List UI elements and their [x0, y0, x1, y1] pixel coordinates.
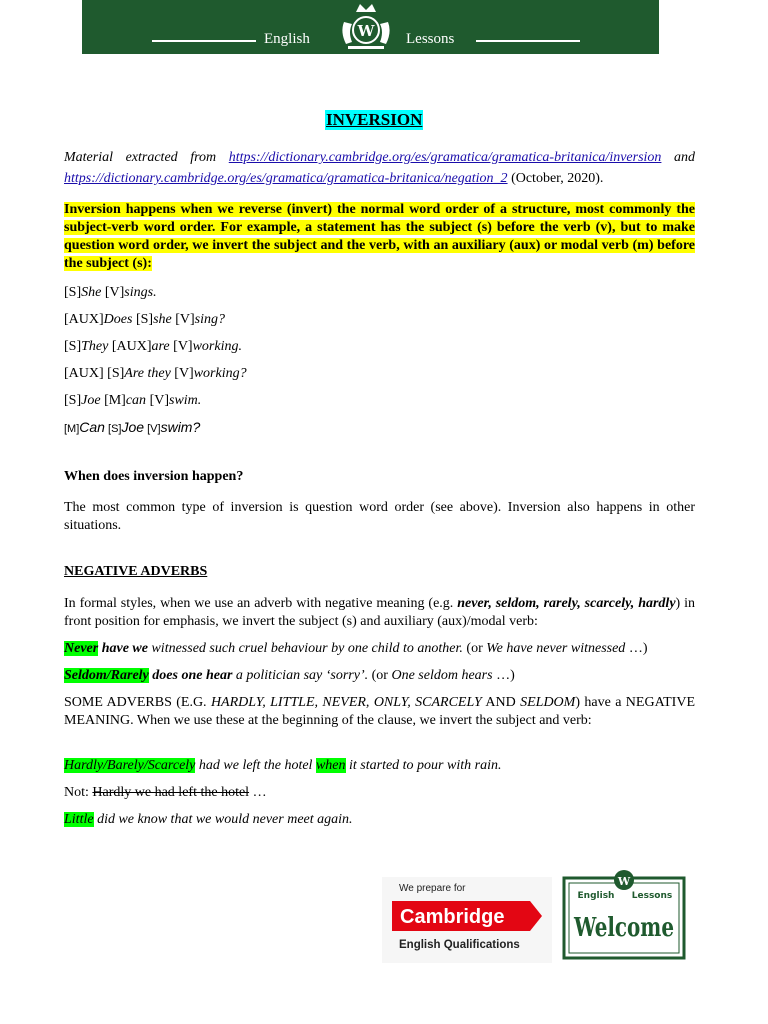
- ex4-tag-aux-s: [AUX] [S]: [64, 366, 125, 381]
- some-adverbs-a: SOME ADVERBS (E.G.: [64, 695, 211, 710]
- welcome-word: Welcome: [573, 913, 674, 943]
- never-or: (or: [462, 641, 487, 656]
- never-end: …): [625, 641, 648, 656]
- welcome-logo-icon: [562, 866, 686, 960]
- neg-intro-a: In formal styles, when we use an adverb with negative meaning (e.g.: [64, 596, 458, 611]
- ex3-tag-aux: [AUX]: [108, 339, 152, 354]
- example-hardly: [64, 757, 695, 775]
- ex4-tag-v: [V]: [170, 366, 194, 381]
- seldom-alt: One seldom hears: [391, 668, 493, 683]
- example-2: [64, 311, 695, 329]
- svg-text:W: W: [617, 875, 631, 888]
- example-6: [64, 418, 695, 438]
- ex5-tag-m: [M]: [100, 393, 126, 408]
- seldom-italic: a politician say ‘sorry’.: [232, 668, 369, 683]
- example-little: [64, 811, 695, 829]
- source-and: and: [674, 150, 695, 165]
- not-strikethrough: Hardly we had left the hotel: [92, 785, 250, 800]
- source-prefix: Material extracted from: [64, 150, 217, 165]
- source-link-inversion[interactable]: https://dictionary.cambridge.org/es/gramatica/gramatica-britanica/inversion: [228, 150, 662, 165]
- hardly-italic-end: it started to pour with rain.: [345, 758, 502, 773]
- neg-intro-adverbs: never, seldom, rarely, scarcely, hardly: [457, 596, 676, 611]
- never-alt: We have never witnessed: [486, 641, 626, 656]
- ex3-word-they: They: [81, 339, 109, 354]
- page-title: INVERSION: [326, 110, 423, 129]
- ex1-tag-v: [V]: [101, 285, 125, 300]
- seldom-end: …): [492, 668, 515, 683]
- ex6-word-can: Can: [79, 419, 105, 435]
- ex2-word-she: she: [153, 312, 172, 327]
- example-1: [64, 284, 695, 302]
- ex6-tag-v: [V]: [144, 423, 161, 435]
- little-highlight: Little: [64, 812, 94, 827]
- ex2-tag-v: [V]: [171, 312, 195, 327]
- when-paragraph: The most common type of inversion is question word order (see above). Inversion also happens in other situations.: [64, 500, 695, 533]
- hardly-italic: had we left the hotel: [195, 758, 316, 773]
- negative-adverbs-heading: NEGATIVE ADVERBS: [64, 564, 208, 579]
- source-paragraph: [64, 149, 695, 167]
- hardly-highlight: Hardly/Barely/Scarcely: [64, 758, 196, 773]
- banner-word-lessons: Lessons: [406, 31, 455, 47]
- never-highlight: Never: [64, 641, 99, 656]
- ex5-word-joe: Joe: [81, 393, 101, 408]
- header-banner: [82, 0, 659, 54]
- not-end: …: [249, 785, 267, 800]
- some-adverbs-e: ) have a NEGATIVE MEANING. When we use these at the beginning of the clause, we invert the subject and verb:: [64, 695, 695, 728]
- not-label: Not:: [64, 785, 93, 800]
- ex2-tag-s: [S]: [132, 312, 154, 327]
- neg-intro-c: ) in front position for emphasis, we invert the subject (s) and auxiliary (aux)/modal verb:: [64, 596, 695, 629]
- ex5-tag-v: [V]: [146, 393, 169, 408]
- never-italic: witnessed such cruel behaviour by one child to another.: [147, 641, 463, 656]
- ex1-tag-s: [S]: [64, 285, 82, 300]
- some-adverbs-seldom: SELDOM: [520, 695, 576, 710]
- ex3-tag-s: [S]: [64, 339, 82, 354]
- ex4-word-working: working?: [193, 366, 247, 381]
- seldom-bold: does one hear: [148, 668, 233, 683]
- source-link-negation[interactable]: https://dictionary.cambridge.org/es/gramatica/gramatica-britanica/negation_2: [64, 171, 508, 186]
- banner-rule-left: [152, 40, 256, 42]
- example-never: [64, 640, 695, 658]
- ex6-word-joe: Joe: [121, 419, 145, 435]
- ex2-word-does: Does: [103, 312, 133, 327]
- welcome-english: English: [577, 891, 615, 901]
- intro-paragraph: [64, 201, 695, 273]
- example-not: [64, 784, 695, 802]
- svg-text:W: W: [357, 22, 375, 40]
- ex3-word-are: are: [151, 339, 170, 354]
- ex6-tag-m: [M]: [64, 423, 80, 435]
- banner-word-english: English: [264, 31, 310, 47]
- source-suffix: (October, 2020).: [511, 171, 604, 186]
- cambridge-banner-icon: [392, 901, 542, 931]
- ex6-tag-s: [S]: [104, 423, 122, 435]
- little-italic: did we know that we would never meet again.: [93, 812, 353, 827]
- when-highlight: when: [315, 758, 346, 773]
- example-seldom: [64, 667, 695, 685]
- example-4: [64, 365, 695, 383]
- ex5-tag-s: [S]: [64, 393, 82, 408]
- seldom-highlight: Seldom/Rarely: [64, 668, 149, 683]
- banner-rule-right: [476, 40, 580, 42]
- when-heading: When does inversion happen?: [64, 469, 244, 484]
- welcome-lessons: Lessons: [631, 891, 673, 901]
- crest-logo-icon: [338, 2, 394, 52]
- ex2-tag-aux: [AUX]: [64, 312, 104, 327]
- ex3-word-working: working.: [192, 339, 242, 354]
- cambridge-logo: [382, 877, 552, 963]
- ex5-word-swim: swim.: [169, 393, 202, 408]
- cambridge-qualifications: English Qualifications: [399, 939, 520, 951]
- example-5: [64, 392, 695, 410]
- intro-highlight: Inversion happens when we reverse (invert) the normal word order of a structure, most commonly the subject-verb word order. For example, a statement has the subject (s) before the verb (v), but to make question word order, we invert the subject and the verb, with an auxiliary (aux) or modal verb (m) before the subject (s):: [64, 202, 695, 271]
- ex6-word-swim: swim?: [160, 419, 201, 435]
- seldom-or: (or: [368, 668, 392, 683]
- some-adverbs-and: AND: [481, 695, 521, 710]
- ex1-word-sings: sings.: [124, 285, 157, 300]
- ex5-word-can: can: [125, 393, 147, 408]
- example-3: [64, 338, 695, 356]
- never-bold: have we: [98, 641, 148, 656]
- cambridge-pre-text: We prepare for: [399, 883, 466, 894]
- ex3-tag-v: [V]: [169, 339, 193, 354]
- cambridge-name: Cambridge: [400, 906, 505, 928]
- some-adverbs-list: HARDLY, LITTLE, NEVER, ONLY, SCARCELY: [210, 695, 482, 710]
- negative-adverbs-intro: [64, 595, 695, 631]
- some-adverbs-paragraph: [64, 694, 695, 730]
- ex4-word-are-they: Are they: [124, 366, 171, 381]
- source-paragraph-line2: [64, 170, 695, 188]
- ex1-word-she: She: [81, 285, 102, 300]
- ex2-word-sing: sing?: [194, 312, 226, 327]
